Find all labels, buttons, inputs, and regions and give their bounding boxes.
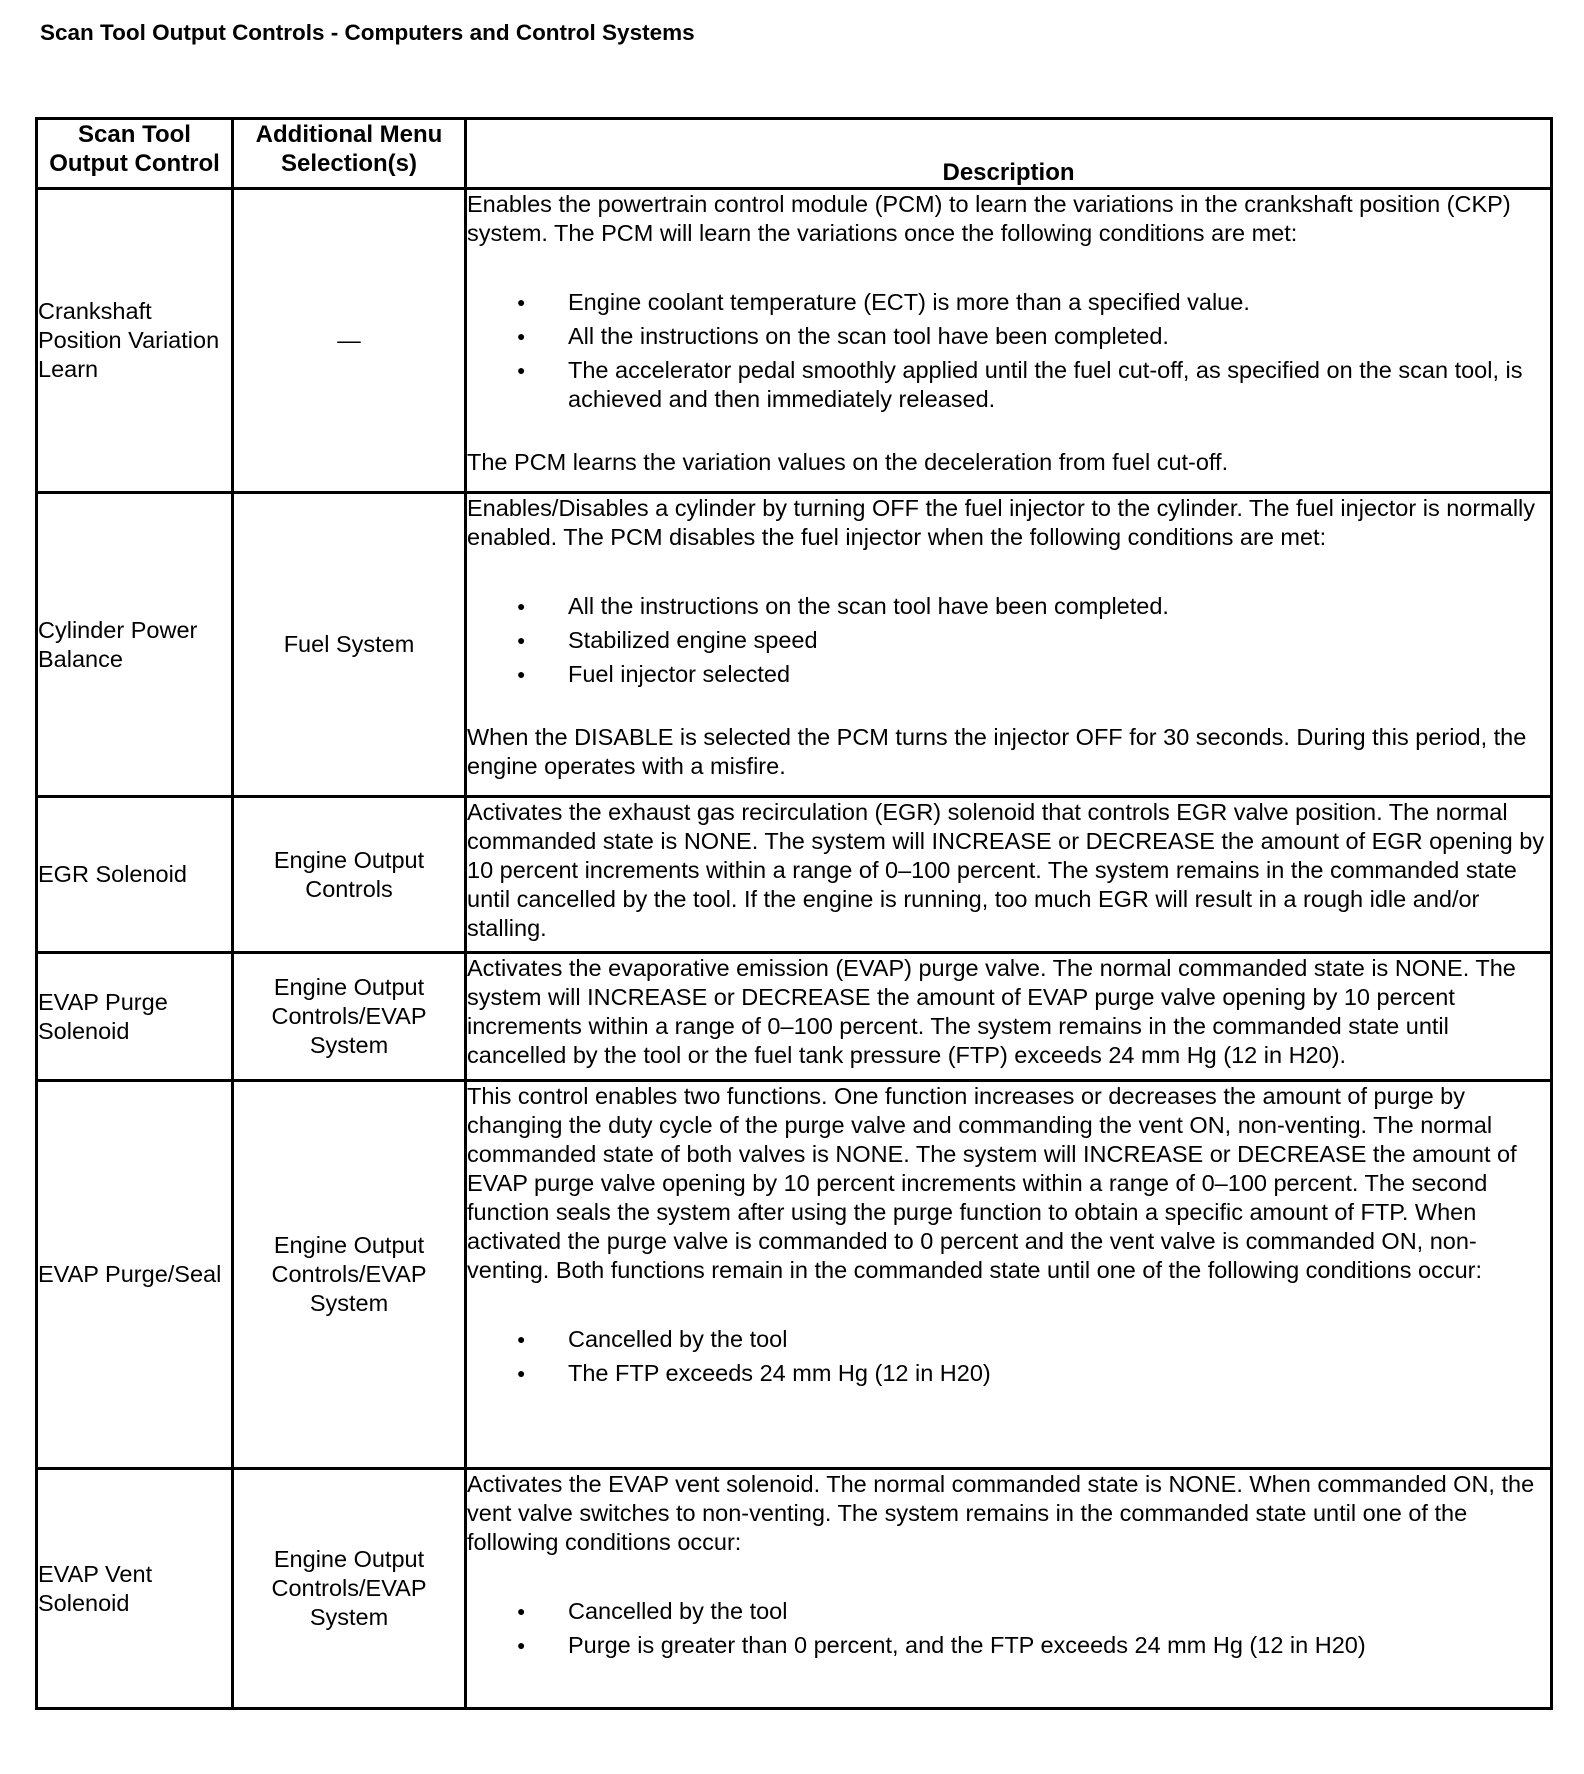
list-item: ● All the instructions on the scan tool have been completed. bbox=[467, 322, 1550, 351]
list-item: ● Purge is greater than 0 percent, and the FTP exceeds 24 mm Hg (12 in H20) bbox=[467, 1631, 1550, 1660]
header-menu-selection: Additional Menu Selection(s) bbox=[233, 119, 466, 189]
description-cell bbox=[466, 493, 1552, 797]
condition-list bbox=[467, 592, 1550, 689]
list-item: ● The FTP exceeds 24 mm Hg (12 in H20) bbox=[467, 1359, 1550, 1388]
menu-selection-cell: Engine Output Controls/EVAP System bbox=[233, 1081, 466, 1469]
list-item: ● Engine coolant temperature (ECT) is more than a specified value. bbox=[467, 288, 1550, 317]
description-intro: Enables the powertrain control module (PCM) to learn the variations in the crankshaft position (CKP) system. The PCM will learn the variations once the following conditions are met: bbox=[467, 191, 1511, 246]
description-intro: Activates the EVAP vent solenoid. The normal commanded state is NONE. When commanded ON, the vent valve switches to non-venting. The system remains in the commanded state until one of the following conditions occur: bbox=[467, 1471, 1535, 1555]
table-row bbox=[37, 1469, 1552, 1709]
list-item: ● All the instructions on the scan tool have been completed. bbox=[467, 592, 1550, 621]
output-control-cell: EGR Solenoid bbox=[37, 797, 233, 953]
menu-selection-cell: Fuel System bbox=[233, 493, 466, 797]
output-control-cell: Crankshaft Position Variation Learn bbox=[37, 189, 233, 493]
condition-list bbox=[467, 1597, 1550, 1660]
menu-selection-cell: Engine Output Controls/EVAP System bbox=[233, 1469, 466, 1709]
table-row bbox=[37, 1081, 1552, 1469]
header-description: Description bbox=[466, 119, 1552, 189]
output-control-cell: EVAP Vent Solenoid bbox=[37, 1469, 233, 1709]
output-control-cell: EVAP Purge Solenoid bbox=[37, 953, 233, 1081]
description-intro: Enables/Disables a cylinder by turning OFF the fuel injector to the cylinder. The fuel injector is normally enabled. The PCM disables the fuel injector when the following conditions are met: bbox=[467, 495, 1536, 550]
list-item: ● Fuel injector selected bbox=[467, 660, 1550, 689]
menu-selection-cell: Engine Output Controls/EVAP System bbox=[233, 953, 466, 1081]
header-row bbox=[37, 119, 1552, 189]
description-cell bbox=[466, 797, 1552, 953]
description-cell bbox=[466, 1469, 1552, 1709]
description-outro: The PCM learns the variation values on the deceleration from fuel cut-off. bbox=[467, 449, 1229, 475]
page-title: Scan Tool Output Controls - Computers and Control Systems bbox=[40, 20, 695, 45]
output-control-cell: Cylinder Power Balance bbox=[37, 493, 233, 797]
menu-selection-cell: Engine Output Controls bbox=[233, 797, 466, 953]
description-cell bbox=[466, 953, 1552, 1081]
description-cell bbox=[466, 1081, 1552, 1469]
description-outro: When the DISABLE is selected the PCM turns the injector OFF for 30 seconds. During this period, the engine operates with a misfire. bbox=[467, 724, 1527, 779]
table-row bbox=[37, 797, 1552, 953]
condition-list bbox=[467, 1325, 1550, 1388]
table-row bbox=[37, 953, 1552, 1081]
menu-selection-cell: — bbox=[233, 189, 466, 493]
condition-list bbox=[467, 288, 1550, 414]
table-row bbox=[37, 189, 1552, 493]
description-intro: Activates the exhaust gas recirculation (EGR) solenoid that controls EGR valve position. The normal commanded state is NONE. The system will INCREASE or DECREASE the amount of EGR opening by 10 percent increments within a range of 0–100 percent. The system remains in the commanded state until cancelled by the tool. If the engine is running, too much EGR will result in a rough idle and/or stalling. bbox=[467, 799, 1545, 941]
list-item: ● Cancelled by the tool bbox=[467, 1325, 1550, 1354]
header-output-control: Scan Tool Output Control bbox=[37, 119, 233, 189]
list-item: ● Cancelled by the tool bbox=[467, 1597, 1550, 1626]
description-cell bbox=[466, 189, 1552, 493]
list-item: ● Stabilized engine speed bbox=[467, 626, 1550, 655]
output-control-cell: EVAP Purge/Seal bbox=[37, 1081, 233, 1469]
table-row bbox=[37, 493, 1552, 797]
description-intro: Activates the evaporative emission (EVAP) purge valve. The normal commanded state is NONE. The system will INCREASE or DECREASE the amount of EVAP purge valve opening by 10 percent increments within a range of 0–100 percent. The system remains in the commanded state until cancelled by the tool or the fuel tank pressure (FTP) exceeds 24 mm Hg (12 in H20). bbox=[467, 955, 1516, 1068]
list-item: ● The accelerator pedal smoothly applied until the fuel cut-off, as specified on the scan tool, is achieved and then immediately released. bbox=[467, 356, 1550, 414]
output-controls-table bbox=[35, 117, 1553, 1710]
description-intro: This control enables two functions. One function increases or decreases the amount of purge by changing the duty cycle of the purge valve and commanding the vent ON, non-venting. The normal commanded state of both valves is NONE. The system will INCREASE or DECREASE the amount of EVAP purge valve opening by 10 percent increments within a range of 0–100 percent. The second function seals the system after using the purge function to obtain a specific amount of FTP. When activated the purge valve is commanded to 0 percent and the vent valve is commanded ON, non-venting. Both functions remain in the commanded state until one of the following conditions occur: bbox=[467, 1083, 1517, 1283]
